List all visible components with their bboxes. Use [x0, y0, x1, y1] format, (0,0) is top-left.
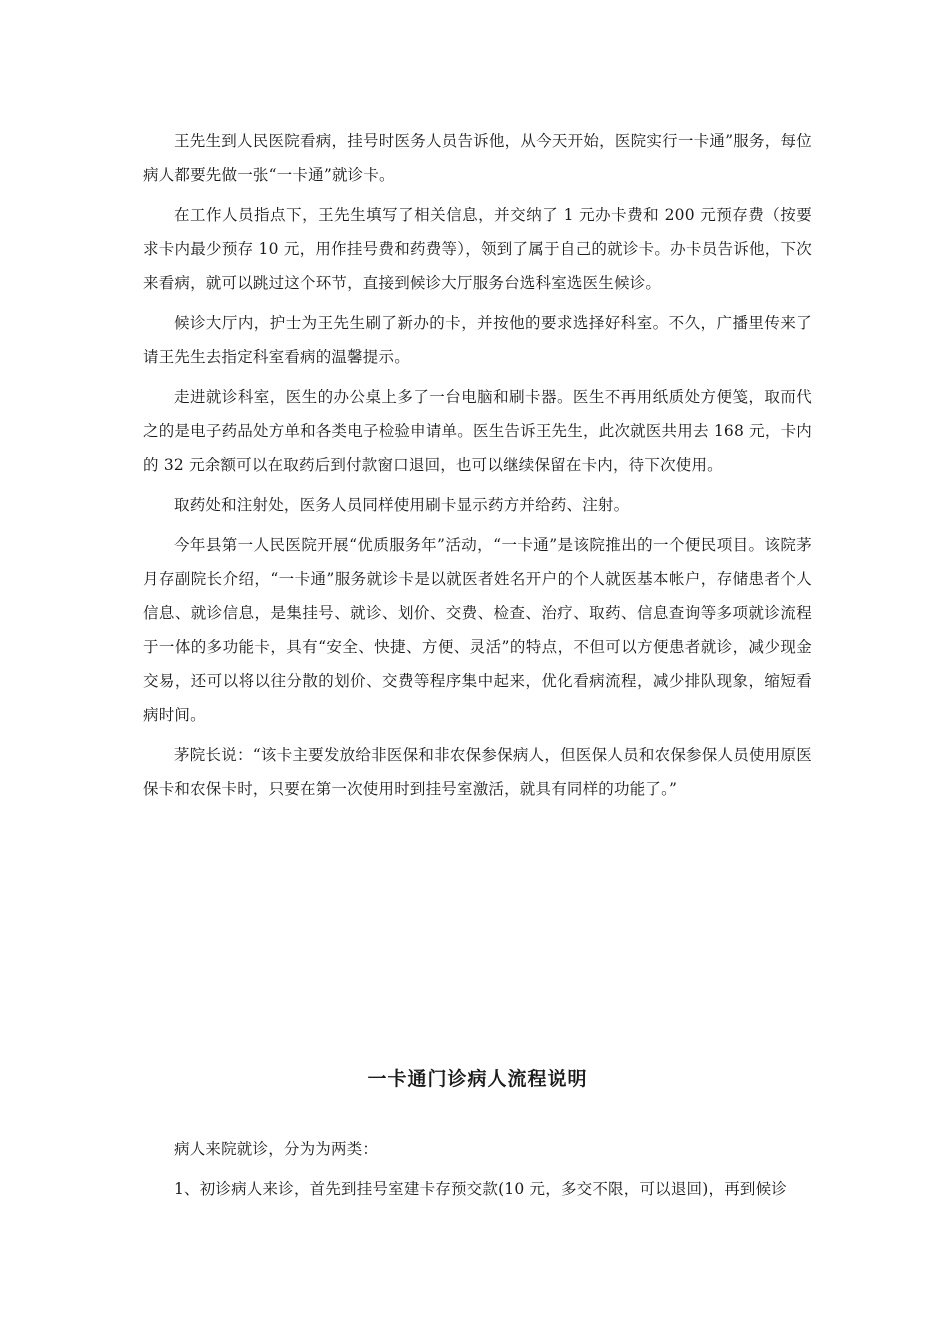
flow-description: [143, 1132, 812, 1212]
article-paragraph-1: 王先生到人民医院看病，挂号时医务人员告诉他，从今天开始，医院实行一卡通”服务，每位病人都要先做一张“一卡通”就诊卡。: [143, 132, 812, 184]
flow-intro: 病人来院就诊，分为为两类：: [174, 1140, 379, 1158]
article-paragraph-2: 在工作人员指点下，王先生填写了相关信息，并交纳了 1 元办卡费和 200 元预存费（按要求卡内最少预存 10 元，用作挂号费和药费等），领到了属于自己的就诊卡。办卡员告诉他，下次来看病，就可以跳过这个环节，直接到候诊大厅服务台选科室选医生候诊。: [143, 206, 812, 292]
flow-step-1: 1、初诊病人来诊，首先到挂号室建卡存预交款(10 元，多交不限，可以退回)，再到候诊: [174, 1180, 788, 1198]
article-paragraph-7: 茅院长说：“该卡主要发放给非医保和非农保参保病人，但医保人员和农保参保人员使用原医保卡和农保卡时，只要在第一次使用时到挂号室激活，就具有同样的功能了。”: [143, 746, 812, 798]
section-title: 一卡通门诊病人流程说明: [367, 1068, 588, 1090]
article-body: [143, 124, 812, 812]
article-paragraph-6: 今年县第一人民医院开展“优质服务年”活动，“一卡通”是该院推出的一个便民项目。该院茅月存副院长介绍，“一卡通”服务就诊卡是以就医者姓名开户的个人就医基本帐户，存储患者个人信息、就诊信息，是集挂号、就诊、划价、交费、检查、治疗、取药、信息查询等多项就诊流程于一体的多功能卡，具有“安全、快捷、方便、灵活”的特点，不但可以方便患者就诊，减少现金交易，还可以将以往分散的划价、交费等程序集中起来，优化看病流程，减少排队现象，缩短看病时间。: [143, 536, 812, 724]
article-paragraph-5: 取药处和注射处，医务人员同样使用刷卡显示药方并给药、注射。: [174, 496, 630, 514]
article-paragraph-3: 候诊大厅内，护士为王先生刷了新办的卡，并按他的要求选择好科室。不久，广播里传来了请王先生去指定科室看病的温馨提示。: [143, 314, 812, 366]
article-paragraph-4: 走进就诊科室，医生的办公桌上多了一台电脑和刷卡器。医生不再用纸质处方便笺，取而代之的是电子药品处方单和各类电子检验申请单。医生告诉王先生，此次就医共用去 168 元，卡内的 32 元余额可以在取药后到付款窗口退回，也可以继续保留在卡内，待下次使用。: [143, 388, 812, 474]
